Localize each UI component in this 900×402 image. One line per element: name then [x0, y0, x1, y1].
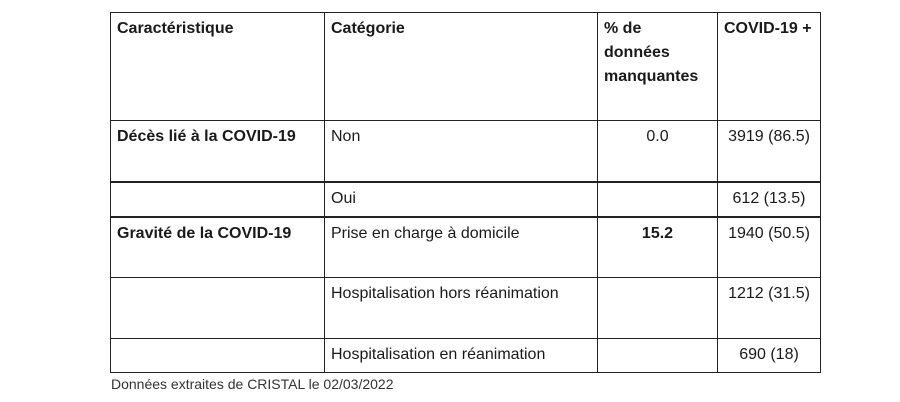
- cell-missing: [598, 182, 718, 217]
- header-category: Catégorie: [325, 13, 598, 121]
- table-row: [111, 278, 821, 339]
- table-row: [111, 339, 821, 373]
- cell-characteristic: [111, 339, 325, 373]
- cell-characteristic: [111, 182, 325, 217]
- header-characteristic: Caractéristique: [111, 13, 325, 121]
- cell-category: Hospitalisation hors réanimation: [325, 278, 598, 339]
- cell-characteristic: [111, 278, 325, 339]
- header-covid: COVID-19 +: [718, 13, 821, 121]
- cell-covid: 1212 (31.5): [718, 278, 821, 339]
- cell-missing: 15.2: [598, 217, 718, 278]
- header-missing: % de données manquantes: [598, 13, 718, 121]
- cell-missing: [598, 339, 718, 373]
- cell-category: Hospitalisation en réanimation: [325, 339, 598, 373]
- cell-covid: 1940 (50.5): [718, 217, 821, 278]
- cell-covid: 3919 (86.5): [718, 121, 821, 182]
- cell-category: Prise en charge à domicile: [325, 217, 598, 278]
- cell-characteristic: Gravité de la COVID-19: [111, 217, 325, 278]
- cell-covid: 690 (18): [718, 339, 821, 373]
- table-caption: Données extraites de CRISTAL le 02/03/2022: [111, 376, 394, 392]
- cell-missing: 0.0: [598, 121, 718, 182]
- cell-covid: 612 (13.5): [718, 182, 821, 217]
- data-table: [110, 12, 821, 373]
- header-row: [111, 13, 821, 121]
- table-row: [111, 182, 821, 217]
- cell-category: Non: [325, 121, 598, 182]
- table-row: [111, 121, 821, 182]
- cell-characteristic: Décès lié à la COVID-19: [111, 121, 325, 182]
- cell-category: Oui: [325, 182, 598, 217]
- cell-missing: [598, 278, 718, 339]
- table-row: [111, 217, 821, 278]
